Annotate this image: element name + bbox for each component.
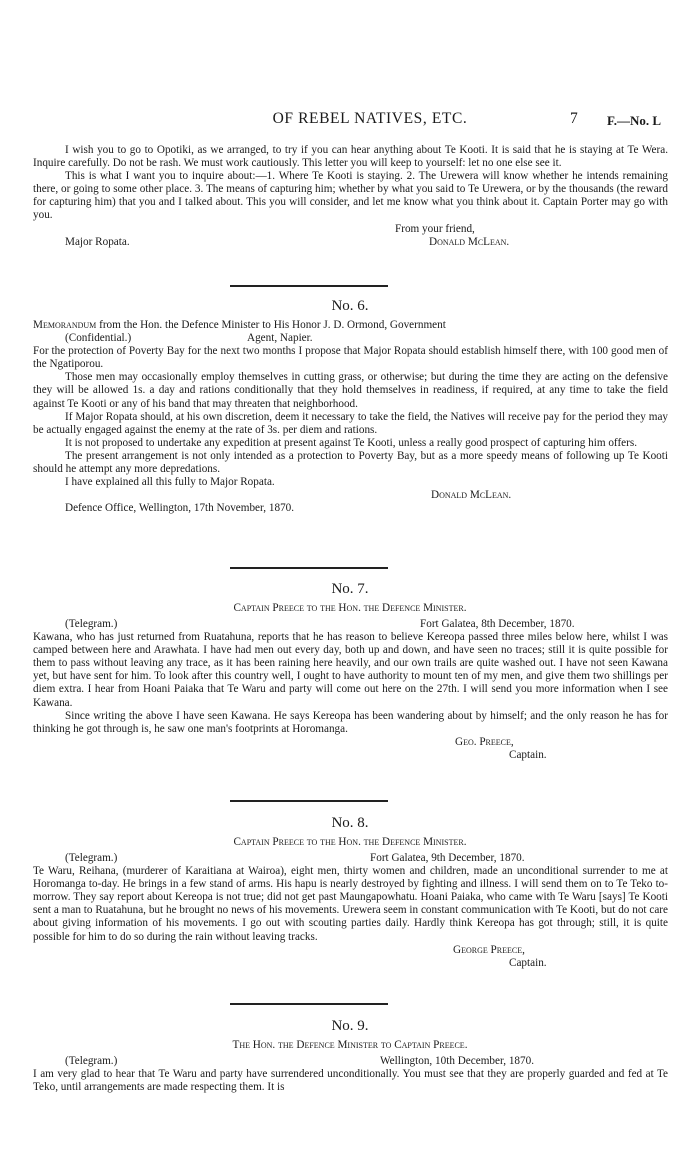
section-divider: [230, 1003, 388, 1005]
doc7-signature: Geo. Preece,: [455, 735, 514, 748]
intro-letter: [33, 144, 668, 249]
doc6-body: [33, 319, 668, 515]
doc7-heading: Captain Preece to the Hon. the Defence Minister.: [233, 602, 467, 614]
doc7-dateline: Fort Galatea, 8th December, 1870.: [420, 618, 575, 630]
doc9-telegram: (Telegram.): [65, 1055, 118, 1067]
doc8-number: No. 8.: [331, 815, 369, 831]
doc8-dateline: Fort Galatea, 9th December, 1870.: [370, 852, 525, 864]
header-title: OF REBEL NATIVES, ETC.: [272, 110, 468, 127]
doc9-body: [33, 1055, 668, 1094]
doc7-telegram: (Telegram.): [65, 618, 118, 630]
doc8-heading: Captain Preece to the Hon. the Defence Minister.: [233, 836, 467, 848]
doc6-dateline: Defence Office, Wellington, 17th November, 1870.: [65, 502, 295, 515]
paragraph: This is what I want you to inquire about:—1. Where Te Kooti is staying. 2. The Urewera will know whether he intends remaining there, or going to some other place. 3. The means of capturing him; whether by what you said to Te Urewera, or by the thousands (the reward for capturing him) that you and I talked about. This you will consider, and let me know what you think about it. Captain Porter may go with you.: [33, 170, 668, 222]
letter-signature: Donald McLean.: [429, 235, 510, 248]
document-reference: F.—No. L: [607, 113, 662, 128]
paragraph: It is not proposed to undertake any expedition at present against Te Kooti, unless a really good prospect of capturing him offers.: [65, 436, 638, 449]
doc7-rank: Captain.: [509, 748, 547, 761]
doc6-agent: Agent, Napier.: [247, 332, 313, 345]
paragraph: The present arrangement is not only intended as a protection to Poverty Bay, but as a more speedy means of following up Te Kooti should he attempt any more depredations.: [33, 449, 668, 476]
paragraph: I am very glad to hear that Te Waru and party have surrendered unconditionally. You must see that they are properly guarded and fed at Te Teko, until arrangements are made respecting them. It is: [33, 1068, 668, 1094]
doc8-telegram: (Telegram.): [65, 852, 118, 864]
doc6-confidential: (Confidential.): [65, 332, 132, 345]
paragraph: For the protection of Poverty Bay for the next two months I propose that Major Ropata should establish himself there, with 100 good men of the Ngatiporou.: [33, 345, 668, 371]
paragraph: I wish you to go to Opotiki, as we arranged, to try if you can hear anything about Te Kooti. It is said that he is staying at Te Wera. Inquire carefully. Do not be rash. We must work cautiously. This letter you will keep to yourself: let no one else see it.: [33, 144, 668, 170]
paragraph: Kawana, who has just returned from Ruatahuna, reports that he has reason to believe Kereopa passed three miles below here, whilst I was camped between here and Arawhata. I have had men out every day, both up and down, and have seen no traces; still it is quite possible for them to pass without leaving any trace, as it has been raining here heavily, and our own trails are quite washed out. I have not seen Kawana yet, but have sent for him. To look after this country well, I ought to have authority to mount ten of my men, and give them two shillings per diem extra. I hear from Hoani Paiaka that Te Waru and party will come out here on the 27th. I will send you more information when I see Kawana.: [33, 631, 668, 709]
doc7-number: No. 7.: [331, 581, 369, 597]
paragraph: If Major Ropata should, at his own discretion, deem it necessary to take the field, the Natives will receive pay for the period they may be actually engaged against the enemy at the rate of 3s. per diem and rations.: [33, 410, 668, 436]
doc6-signature: Donald McLean.: [431, 489, 512, 502]
doc6-heading: from the Hon. the Defence Minister to His Honor J. D. Ormond, Government: [99, 319, 446, 331]
paragraph: Since writing the above I have seen Kawana. He says Kereopa has been wandering about by himself; and the only reason he has for thinking he got through is, he saw one man's footprints at Horomanga.: [33, 709, 668, 735]
doc9-heading: The Hon. the Defence Minister to Captain Preece.: [232, 1039, 468, 1051]
section-divider: [230, 800, 388, 802]
page-number: 7: [570, 110, 578, 127]
letter-addressee: Major Ropata.: [65, 235, 130, 248]
doc9-number: No. 9.: [331, 1018, 369, 1034]
doc8-signature: George Preece,: [453, 943, 525, 956]
section-divider: [230, 285, 388, 287]
doc7-body: [33, 618, 668, 762]
doc6-heading-label: Memorandum: [33, 319, 97, 331]
doc8-rank: Captain.: [509, 956, 547, 969]
section-divider: [230, 567, 388, 569]
paragraph: I have explained all this fully to Major Ropata.: [65, 476, 275, 489]
paragraph: Te Waru, Reihana, (murderer of Karaitiana at Wairoa), eight men, thirty women and children, made an unconditional surrender to me at Horomanga to-day. He brings in a few stand of arms. His hapu is nearly destroyed by fighting and illness. I will send them on to Te Teko to-morrow. They say report about Kereopa is not true; did not get past Maungapowhatu. Hoani Paiaka, who came with Te Waru [says] Te Kooti sent a man to Ruatahuna, but he brought no news of his movements. Urewera seem in constant communication with Te Kooti, but do not care about giving information of his movements. I go out with scouting parties daily. Hardly think Kereopa has got through; still, it is quite possible for him to do so during the rain without leaving tracks.: [33, 865, 668, 943]
doc6-heading-line: [33, 319, 668, 332]
doc9-dateline: Wellington, 10th December, 1870.: [380, 1055, 534, 1067]
running-header: [0, 112, 700, 132]
letter-closing: From your friend,: [395, 222, 475, 235]
doc8-body: [33, 852, 668, 970]
doc6-number: No. 6.: [331, 298, 369, 314]
paragraph: Those men may occasionally employ themselves in cutting grass, or otherwise; but during the time they are acting on the defensive they will be allowed 1s. a day and rations conditionally that they hold themselves in readiness, if required, at any time to take the field against Te Kooti or any of his band that may threaten that neighborhood.: [33, 371, 668, 410]
